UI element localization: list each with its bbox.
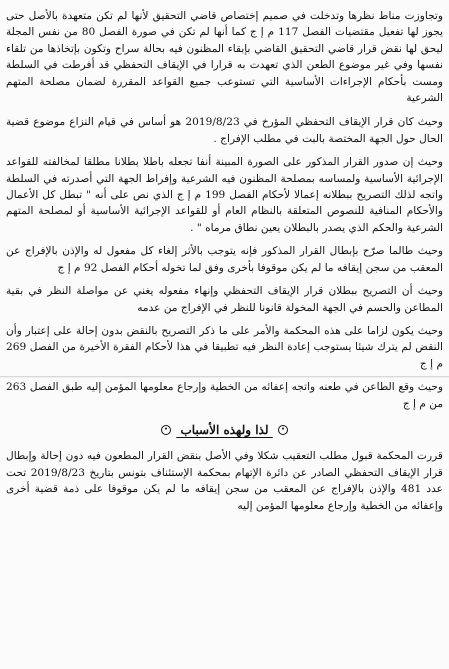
court-ruling: قررت المحكمة قبول مطلب التعقيب شكلا وفي الأصل بنقض القرار المطعون فيه دون إحالة وإبطال قرار الإيقاف التحفظي الصادر عن دائرة الإتهام بمحكمة الإستئناف بتونس بتاريخ 2019/8/23 تحت عدد 481 والإذن بالإفراج عن المعقب من سجن إيقافه ما لم يكن موقوفا على ذمة قضية أخرى وإعفائه من الخطية وإرجاع معلومها المؤمن إليه (6, 450, 443, 512)
paragraph-reasoning-5: وحيث أن التصريح ببطلان قرار الإيقاف التحفظي وإنهاء مفعوله يغني عن مواصلة النظر في بقية المطاعن والحسم في الجهة المخولة قانونا للنظر في الإفراج من عدمه (6, 285, 443, 314)
ornament-icon (159, 423, 173, 437)
paragraph-reasoning-2: وحيث كان قرار الإيقاف التحفظي المؤرخ في 2019/8/23 هو أساس في قيام النزاع موضوع قضية الحال حول الجهة المختصة بالبت في مطلب الإفراج . (6, 116, 444, 145)
paragraph-reasoning-7: وحيث وقع الطاعن في طعنه واتجه إعفائه من الخطية وإرجاع معلومها المؤمن إليه طبق الفصل 263 من م إ ج (6, 381, 443, 410)
paragraph-reasoning-4: وحيث طالما صرّح بإبطال القرار المذكور فإنه يتوجب بالأثر إلغاء كل مفعول له والإذن بالإفراج عن المعقب من سجن إيقافه ما لم يكن موقوفا بأخرى وفق لما تخوله أحكام الفصل 92 م إ ج (6, 245, 443, 274)
paragraph-reasoning-6: وحيث يكون لزاما على هذه المحكمة والأمر على ما ذكر التصريح بالنقض بدون إحالة على إعتبار وأن النقض لم يترك شيئا يستوجب إعادة النظر فيه تطبيقا في هذا لأحكام الفقرة الأخيرة من الفصل 269 م إ ج (6, 324, 443, 370)
paragraph-reasoning-1: وتجاوزت مناط نظرها وتدخلت في صميم إختصاص قاضي التحقيق لأنها لم تكن متعهدة بالأصل حتى يجوز لها تفعيل مقتضيات الفصل 117 م إ ج كما أنها لم تكن في صورة الفصل 80 من نفس المجلة ليحق لها نقض قرار قاضي التحقيق القاضي بإبقاء المظنون فيه بحالة سراح وتكون بإتخاذها من تلقاء نفسها وفي غير موضوع الطعن الذي تعهدت به قرارا في الإيقاف التحفظي قد أفرطت في السلطة ومست بأحكام الإجراءات الأساسية التي تستوعب جميع القواعد المقررة لضمان مصلحة المتهم الشرعية (6, 10, 443, 105)
judgment-text (6, 8, 443, 665)
reasons-heading (6, 422, 443, 438)
reasons-heading-text: لذا ولهذه الأسباب (180, 422, 269, 437)
ornament-icon (276, 423, 290, 437)
paragraph-reasoning-3: وحيث إن صدور القرار المذكور على الصورة المبينة أنفا تجعله باطلا بطلانا مطلقا لمخالفته للقواعد الإجرائية الأساسية ولمساسه بمصلحة المظنون فيه الشرعية وإفراط الجهة التي أصدرته في السلطة واتجه لذلك التصريح ببطلانه إعمالا لأحكام الفصل 199 م إ ج الذي نص على أنه " تبطل كل الأعمال والأحكام المنافية للنصوص المتعلقة بالنظام العام أو للقواعد الإجرائية الأساسية أو لمصلحة المتهم الشرعية والحكم الذي يصدر بالبطلان يعين نطاق مرماه " . (6, 156, 443, 234)
